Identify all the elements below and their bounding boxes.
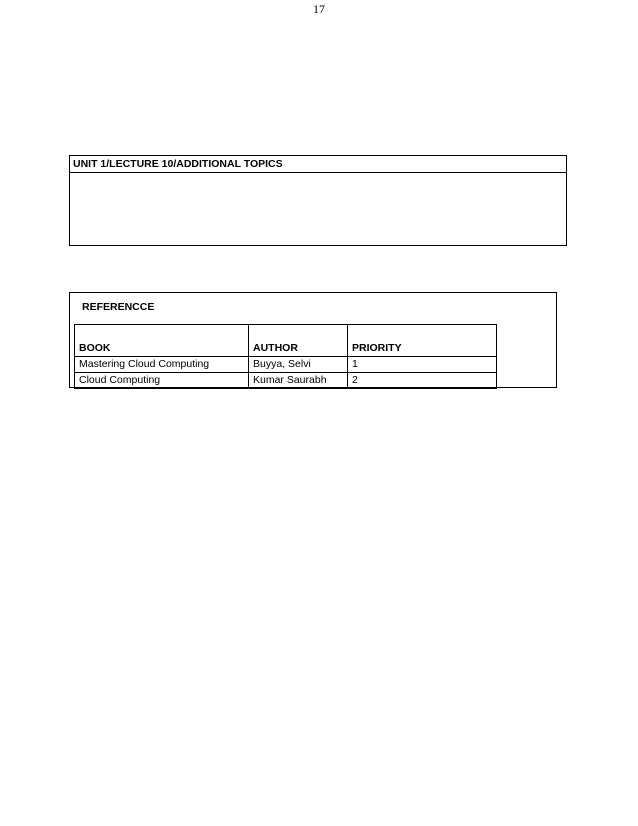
header-author: AUTHOR (249, 325, 348, 357)
cell-priority: 2 (348, 373, 497, 389)
cell-author: Buyya, Selvi (249, 357, 348, 373)
table-row (75, 357, 497, 373)
cell-book: Cloud Computing (75, 373, 249, 389)
cell-priority: 1 (348, 357, 497, 373)
page-number: 17 (313, 2, 325, 16)
reference-title: REFERENCCE (82, 301, 155, 313)
header-priority: PRIORITY (348, 325, 497, 357)
table-header-row (75, 325, 497, 357)
reference-table (74, 324, 497, 389)
header-book: BOOK (75, 325, 249, 357)
cell-author: Kumar Saurabh (249, 373, 348, 389)
table-row (75, 373, 497, 389)
additional-topics-title: UNIT 1/LECTURE 10/ADDITIONAL TOPICS (70, 156, 566, 173)
reference-box (69, 292, 557, 388)
additional-topics-box (69, 155, 567, 246)
cell-book: Mastering Cloud Computing (75, 357, 249, 373)
